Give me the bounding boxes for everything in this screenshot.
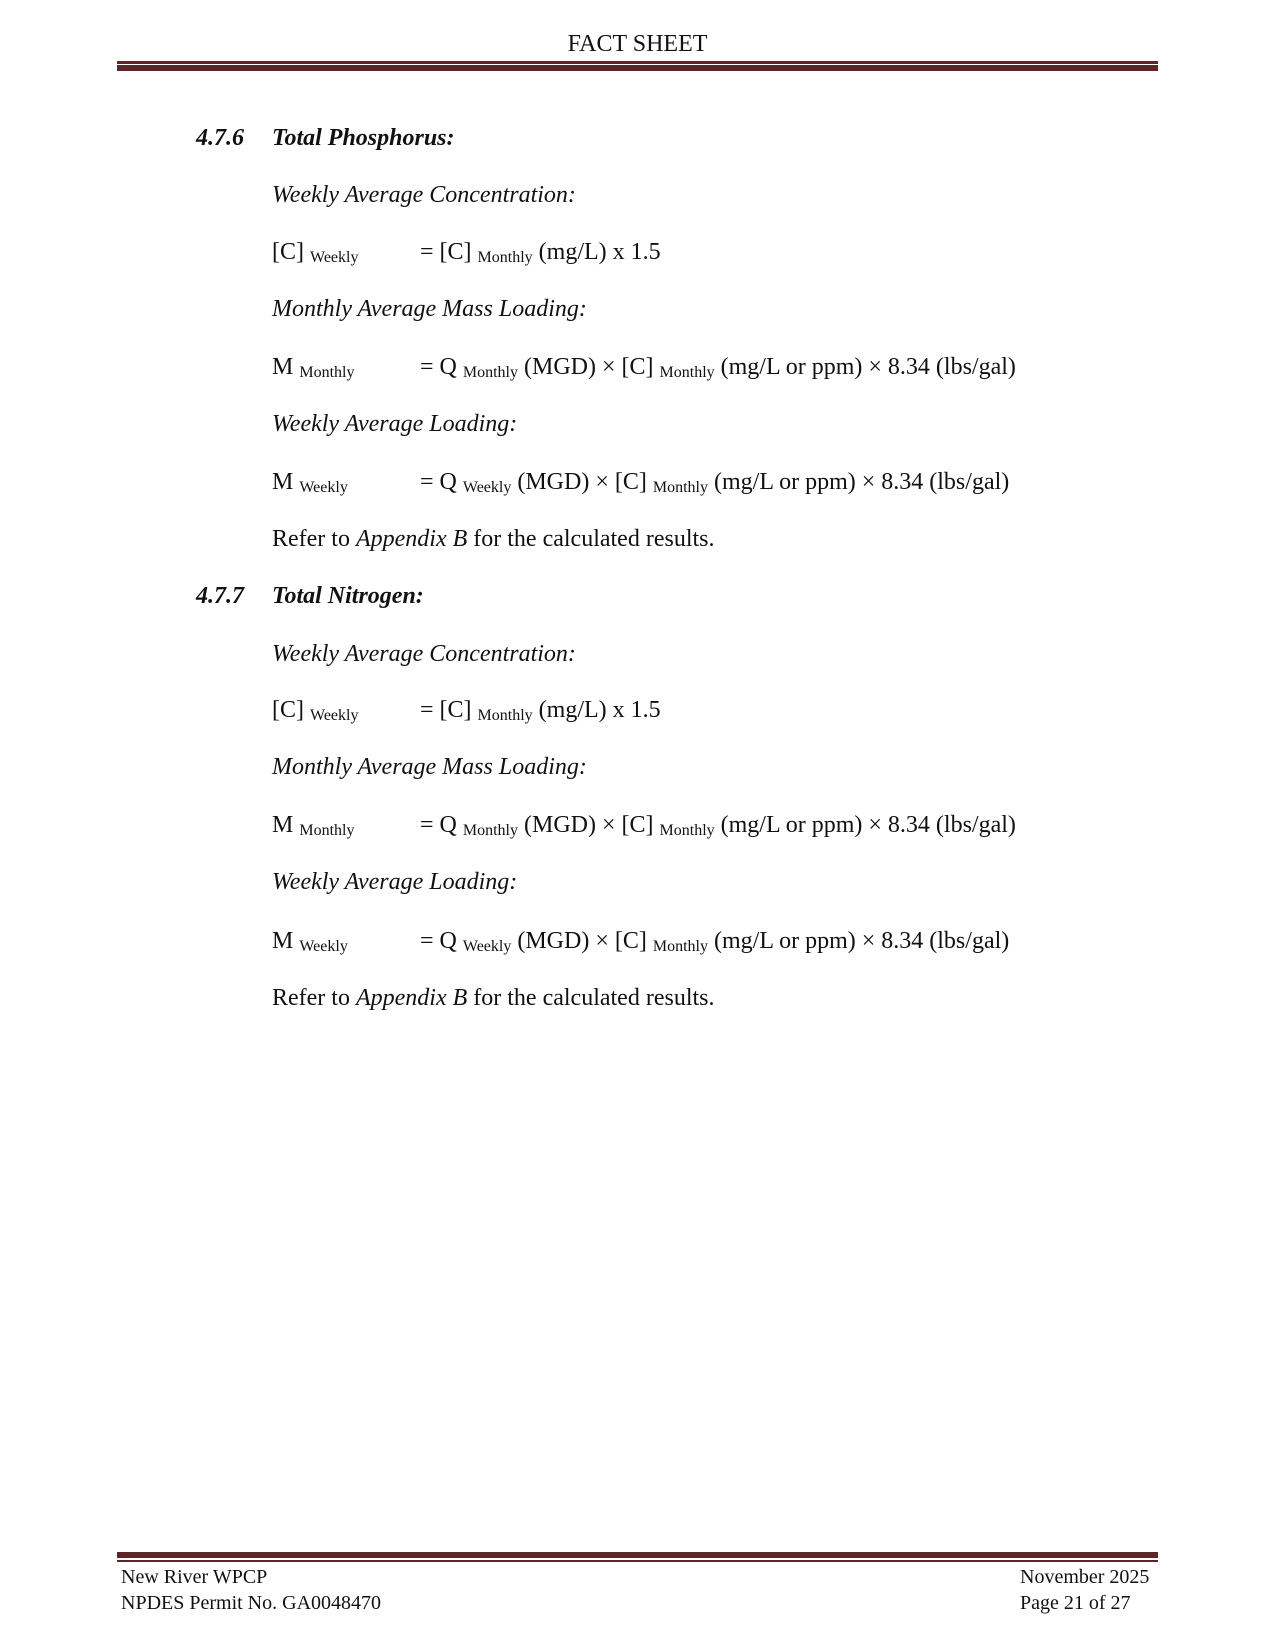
page-header-title: FACT SHEET: [567, 31, 708, 57]
weekly-conc-label: Weekly Average Concentration:: [272, 641, 576, 667]
formula-lhs-sub: Monthly: [299, 364, 355, 381]
weekly-conc-formula: [272, 695, 661, 731]
formula-rest: (mg/L or ppm) × 8.34 (lbs/gal): [713, 928, 1010, 954]
formula-mid: (MGD) × [C]: [517, 469, 647, 495]
formula-lhs-sub: Monthly: [299, 822, 355, 839]
formula-sub: Monthly: [652, 938, 708, 955]
formula-lhs-sub: Weekly: [299, 479, 348, 496]
weekly-load-label: Weekly Average Loading:: [272, 411, 518, 437]
footer-permit: NPDES Permit No. GA0048470: [121, 1592, 382, 1614]
formula-lhs-sub: Weekly: [310, 707, 359, 724]
formula-rest: (mg/L or ppm) × 8.34 (lbs/gal): [713, 469, 1010, 495]
weekly-conc-label: Weekly Average Concentration:: [272, 182, 576, 208]
footer-left: [121, 1564, 381, 1616]
footer-rule-thick: [117, 1552, 1158, 1558]
section-heading-phosphorus: [196, 123, 455, 153]
monthly-mass-formula: [272, 352, 1016, 388]
appendix-reference: Appendix B: [355, 985, 468, 1011]
appendix-reference: Appendix B: [355, 526, 468, 552]
refer-post: for the calculated results.: [467, 985, 715, 1011]
section-heading-nitrogen: [196, 581, 424, 611]
refer-pre: Refer to: [272, 526, 356, 552]
formula-mid: (MGD) × [C]: [517, 928, 647, 954]
formula-rest: (mg/L) x 1.5: [538, 239, 661, 265]
formula-lhs: [C]: [272, 239, 304, 265]
formula-eq: = Q: [420, 928, 457, 954]
formula-eq: = Q: [420, 469, 457, 495]
refer-post: for the calculated results.: [467, 526, 715, 552]
refer-pre: Refer to: [272, 985, 356, 1011]
formula-lhs-sub: Weekly: [299, 938, 348, 955]
weekly-load-formula: [272, 926, 1009, 962]
formula-sub: Monthly: [659, 364, 715, 381]
footer-facility: New River WPCP: [121, 1566, 268, 1588]
formula-sub: Monthly: [477, 249, 533, 266]
formula-eq: = Q: [420, 354, 457, 380]
section-number: 4.7.6: [196, 125, 244, 151]
formula-lhs: M: [272, 469, 294, 495]
weekly-load-formula: [272, 467, 1009, 503]
formula-sub: Monthly: [462, 822, 518, 839]
formula-eq: = [C]: [420, 697, 472, 723]
formula-sub: Monthly: [477, 707, 533, 724]
formula-sub: Weekly: [462, 479, 512, 496]
header-rule-thick: [117, 65, 1158, 71]
formula-sub: Weekly: [462, 938, 512, 955]
formula-rest: (mg/L) x 1.5: [538, 697, 661, 723]
section-title: Total Nitrogen:: [272, 583, 424, 609]
refer-appendix-text: [272, 983, 715, 1013]
footer-page-number: Page 21 of 27: [1020, 1592, 1131, 1614]
formula-lhs: [C]: [272, 697, 304, 723]
weekly-conc-formula: [272, 237, 661, 273]
formula-lhs: M: [272, 928, 294, 954]
formula-mid: (MGD) × [C]: [524, 812, 654, 838]
formula-mid: (MGD) × [C]: [524, 354, 654, 380]
footer-date: November 2025: [1020, 1566, 1150, 1588]
formula-rest: (mg/L or ppm) × 8.34 (lbs/gal): [720, 354, 1016, 380]
formula-rest: (mg/L or ppm) × 8.34 (lbs/gal): [720, 812, 1016, 838]
footer-right: [1020, 1564, 1149, 1616]
formula-sub: Monthly: [659, 822, 715, 839]
monthly-mass-label: Monthly Average Mass Loading:: [272, 754, 587, 780]
formula-sub: Monthly: [462, 364, 518, 381]
formula-lhs: M: [272, 812, 294, 838]
formula-lhs: M: [272, 354, 294, 380]
footer-rule-thin: [117, 1560, 1158, 1562]
section-title: Total Phosphorus:: [272, 125, 455, 151]
monthly-mass-formula: [272, 810, 1016, 846]
formula-eq: = [C]: [420, 239, 472, 265]
formula-eq: = Q: [420, 812, 457, 838]
header-rule-thin: [117, 61, 1158, 64]
formula-sub: Monthly: [652, 479, 708, 496]
refer-appendix-text: [272, 524, 715, 554]
monthly-mass-label: Monthly Average Mass Loading:: [272, 296, 587, 322]
formula-lhs-sub: Weekly: [310, 249, 359, 266]
section-number: 4.7.7: [196, 583, 244, 609]
weekly-load-label: Weekly Average Loading:: [272, 869, 518, 895]
